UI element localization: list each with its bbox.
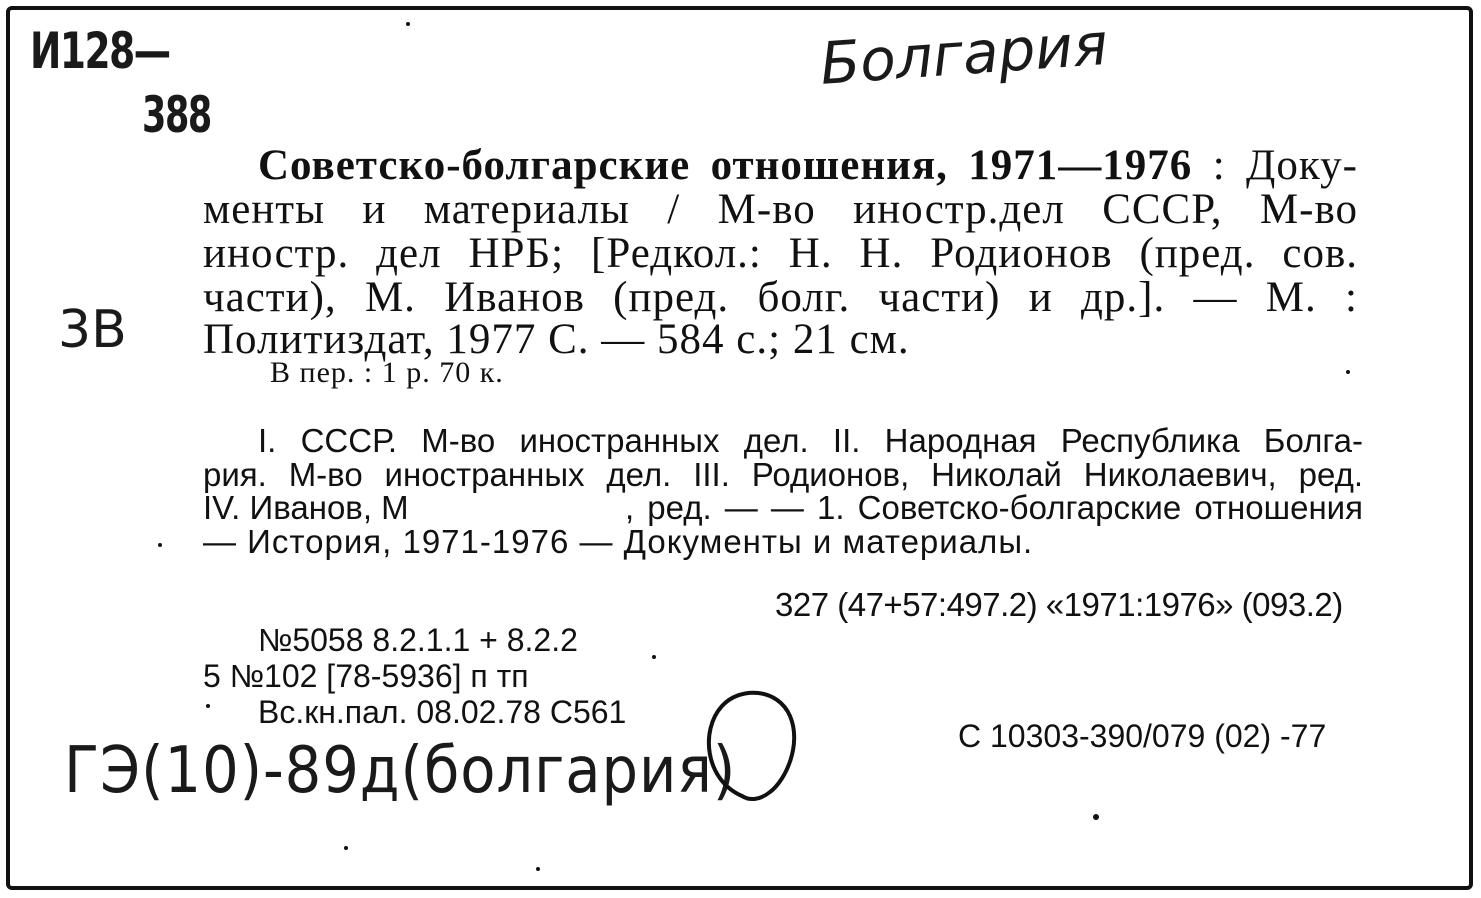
- shelfmark-line2: 388: [142, 86, 211, 144]
- price: В пер. : 1 р. 70 к.: [270, 356, 504, 389]
- codes-line2: 5 №102 [78-5936] п тп: [203, 658, 529, 694]
- speck: [1093, 814, 1099, 820]
- codes-line3: Вс.кн.пал. 08.02.78 С561: [258, 694, 627, 730]
- index-code: С 10303-390/079 (02) -77: [958, 718, 1327, 754]
- shelfmark-line1: И128—: [30, 22, 170, 80]
- speck: [1346, 370, 1350, 374]
- punch-hole-outline: [709, 693, 794, 799]
- speck: [206, 704, 210, 708]
- description-line2: менты и материалы / М-во иностр.дел СССР, М-во: [203, 186, 1358, 233]
- classification: 327 (47+57:497.2) «1971:1976» (093.2): [775, 586, 1343, 623]
- title-continuation: : Доку-: [1212, 142, 1358, 189]
- speck: [652, 655, 656, 659]
- subjects-line4: — История, 1971-1976 — Документы и материалы.: [203, 523, 1034, 560]
- description-line5: Политиздат, 1977 С. — 584 с.; 21 см.: [203, 316, 910, 363]
- speck: [406, 22, 410, 26]
- subjects-line2: рия. М-во иностранных дел. III. Родионов, Николай Николаевич, ред.: [203, 456, 1363, 493]
- call-number: 3В: [58, 300, 127, 360]
- speck: [344, 846, 348, 850]
- codes-line1: №5058 8.2.1.1 + 8.2.2: [258, 622, 578, 658]
- speck: [536, 867, 540, 871]
- subjects-line1: I. СССР. М-во иностранных дел. II. Народная Республика Болга-: [258, 422, 1363, 459]
- subjects-line3a: IV. Иванов, М: [203, 489, 409, 526]
- subjects-line3b: , ред. — — 1. Советско-болгарские отношения: [625, 489, 1363, 526]
- handwritten-bottom: ГЭ(10)-89д(болгария): [64, 734, 737, 808]
- description-line3: иностр. дел НРБ; [Редкол.: Н. Н. Родионов (пред. сов.: [203, 230, 1358, 277]
- handwritten-country: Болгария: [818, 9, 1110, 98]
- document-title: Советско-болгарские отношения, 1971—1976: [258, 142, 1193, 189]
- speck: [158, 543, 162, 547]
- description-line4: части), М. Иванов (пред. болг. части) и др.]. — М. :: [203, 274, 1358, 321]
